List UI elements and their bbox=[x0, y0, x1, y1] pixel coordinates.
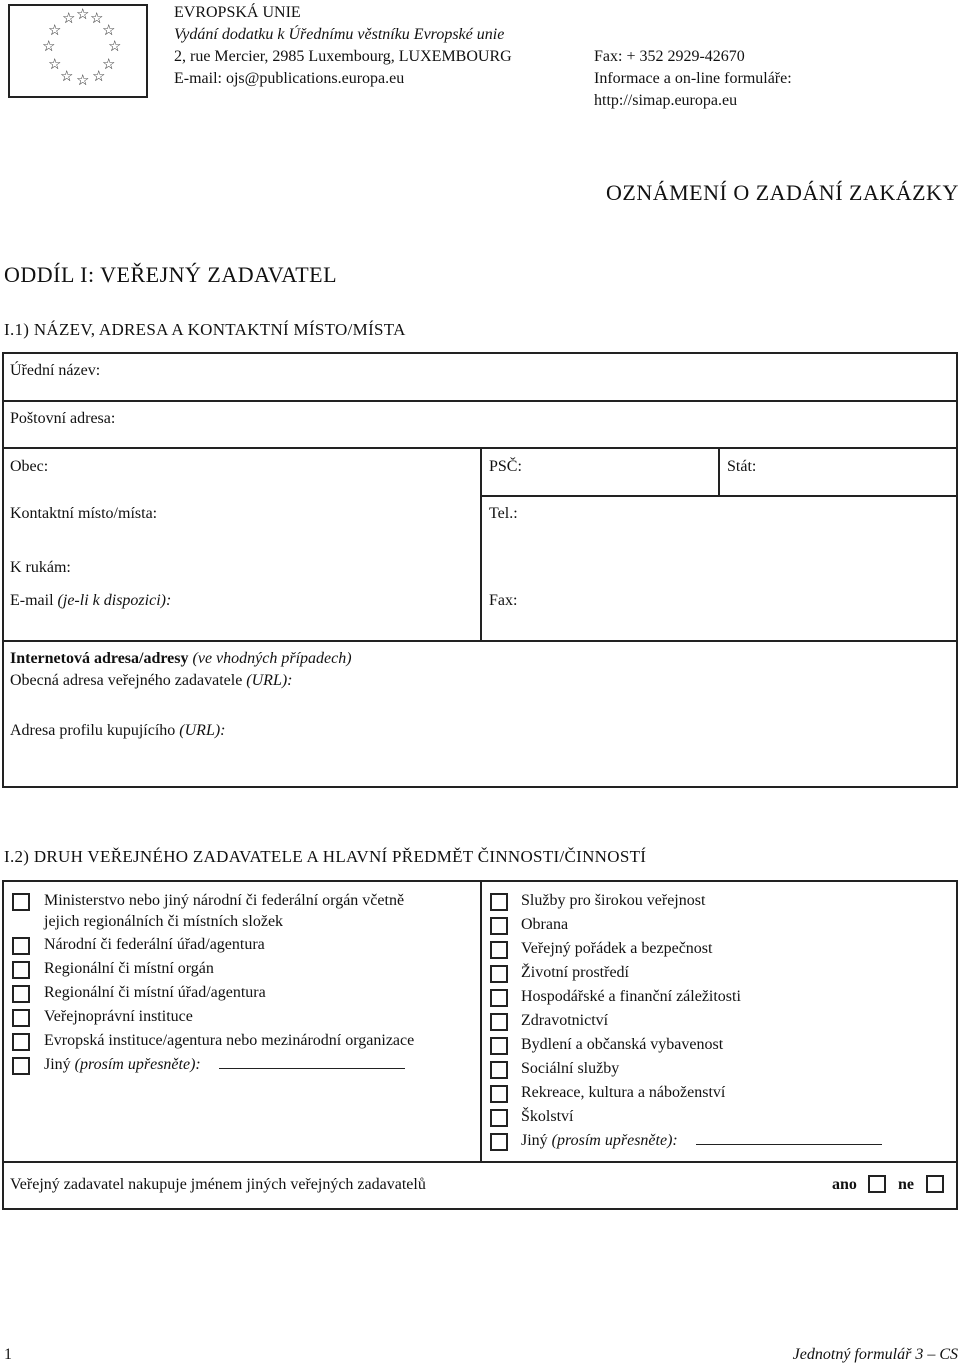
subsection-heading-activity: I.2) DRUH VEŘEJNÉHO ZADAVATELE A HLAVNÍ PŘEDMĚT ČINNOSTI/ČINNOSTÍ bbox=[4, 847, 647, 866]
page-number: 1 bbox=[4, 1346, 12, 1363]
general-address-label bbox=[10, 670, 293, 692]
option-other-right-text: Jiný bbox=[521, 1132, 548, 1149]
option-environment: Životní prostředí bbox=[521, 964, 629, 981]
header-url[interactable]: http://simap.europa.eu bbox=[594, 92, 738, 109]
star-icon: ☆ bbox=[102, 57, 116, 73]
general-address-note: (URL): bbox=[246, 672, 293, 689]
star-icon: ☆ bbox=[90, 11, 104, 27]
header-info: Informace a on-line formuláře: bbox=[594, 70, 792, 87]
option-other-left-note: (prosím upřesněte): bbox=[74, 1056, 201, 1073]
checkbox-national-agency[interactable] bbox=[12, 937, 30, 955]
yes-label: ano bbox=[832, 1176, 857, 1193]
header-org: EVROPSKÁ UNIE bbox=[174, 4, 301, 21]
option-eu-institution: Evropská instituce/agentura nebo mezinárodní organizace bbox=[44, 1032, 415, 1049]
star-icon: ☆ bbox=[48, 23, 62, 39]
divider bbox=[480, 495, 958, 497]
option-other-left bbox=[44, 1054, 405, 1076]
option-ministry-cont: jejich regionálních či místních složek bbox=[44, 913, 284, 930]
other-right-specify-field[interactable] bbox=[696, 1130, 882, 1145]
option-economic-affairs: Hospodářské a finanční záležitosti bbox=[521, 988, 741, 1005]
star-icon: ☆ bbox=[108, 39, 122, 55]
option-social-protection: Sociální služby bbox=[521, 1060, 620, 1077]
checkbox-eu-institution[interactable] bbox=[12, 1033, 30, 1051]
checkbox-other-right[interactable] bbox=[490, 1133, 508, 1151]
checkbox-education[interactable] bbox=[490, 1109, 508, 1127]
attention-label: K rukám: bbox=[10, 559, 71, 576]
divider bbox=[480, 880, 482, 1162]
checkbox-yes[interactable] bbox=[868, 1175, 886, 1193]
buyer-profile-text: Adresa profilu kupujícího bbox=[10, 722, 176, 739]
buyer-profile-note: (URL): bbox=[179, 722, 226, 739]
divider bbox=[480, 447, 482, 641]
option-ministry: Ministerstvo nebo jiný národní či federální orgán včetně bbox=[44, 892, 405, 909]
star-icon: ☆ bbox=[60, 69, 74, 85]
option-other-right-note: (prosím upřesněte): bbox=[551, 1132, 678, 1149]
option-other-left-text: Jiný bbox=[44, 1056, 71, 1073]
star-icon: ☆ bbox=[62, 11, 76, 27]
star-icon: ☆ bbox=[76, 73, 90, 89]
contact-point-label: Kontaktní místo/místa: bbox=[10, 505, 158, 522]
star-icon: ☆ bbox=[76, 7, 90, 23]
option-health: Zdravotnictví bbox=[521, 1012, 609, 1029]
header-fax: Fax: + 352 2929-42670 bbox=[594, 48, 745, 65]
checkbox-health[interactable] bbox=[490, 1013, 508, 1031]
option-general-services: Služby pro širokou veřejnost bbox=[521, 892, 706, 909]
checkbox-public-law-body[interactable] bbox=[12, 1009, 30, 1027]
behalf-question: Veřejný zadavatel nakupuje jménem jiných veřejných zadavatelů bbox=[10, 1176, 426, 1193]
other-left-specify-field[interactable] bbox=[219, 1054, 405, 1069]
email-label-text: E-mail bbox=[10, 592, 54, 609]
checkbox-ministry[interactable] bbox=[12, 893, 30, 911]
divider bbox=[2, 1161, 958, 1163]
checkbox-recreation[interactable] bbox=[490, 1085, 508, 1103]
official-name-label: Úřední název: bbox=[10, 362, 101, 379]
option-public-order: Veřejný pořádek a bezpečnost bbox=[521, 940, 713, 957]
eu-flag-logo bbox=[8, 4, 148, 98]
checkbox-environment[interactable] bbox=[490, 965, 508, 983]
checkbox-other-left[interactable] bbox=[12, 1057, 30, 1075]
checkbox-regional-authority[interactable] bbox=[12, 961, 30, 979]
option-public-law-body: Veřejnoprávní instituce bbox=[44, 1008, 193, 1025]
email-label bbox=[10, 590, 171, 612]
checkbox-economic-affairs[interactable] bbox=[490, 989, 508, 1007]
option-defence: Obrana bbox=[521, 916, 569, 933]
checkbox-public-order[interactable] bbox=[490, 941, 508, 959]
header-email: E-mail: ojs@publications.europa.eu bbox=[174, 70, 405, 87]
section-heading: ODDÍL I: VEŘEJNÝ ZADAVATEL bbox=[4, 262, 338, 287]
subsection-heading-name-address: I.1) NÁZEV, ADRESA A KONTAKTNÍ MÍSTO/MÍSTA bbox=[4, 320, 406, 339]
checkbox-housing[interactable] bbox=[490, 1037, 508, 1055]
option-regional-agency: Regionální či místní úřad/agentura bbox=[44, 984, 266, 1001]
town-label: Obec: bbox=[10, 458, 49, 475]
option-recreation: Rekreace, kultura a náboženství bbox=[521, 1084, 726, 1101]
checkbox-general-services[interactable] bbox=[490, 893, 508, 911]
email-label-note: (je-li k dispozici): bbox=[57, 592, 172, 609]
option-other-right bbox=[521, 1130, 882, 1152]
star-icon: ☆ bbox=[92, 69, 106, 85]
internet-address-bold: Internetová adresa/adresy bbox=[10, 650, 189, 667]
form-reference: Jednotný formulář 3 – CS bbox=[792, 1346, 958, 1363]
header-address: 2, rue Mercier, 2985 Luxembourg, LUXEMBOURG bbox=[174, 48, 512, 65]
option-housing: Bydlení a občanská vybavenost bbox=[521, 1036, 724, 1053]
internet-address-heading bbox=[10, 648, 352, 670]
no-label: ne bbox=[898, 1176, 914, 1193]
postal-code-label: PSČ: bbox=[489, 458, 522, 475]
buyer-profile-label bbox=[10, 720, 226, 742]
checkbox-social-protection[interactable] bbox=[490, 1061, 508, 1079]
star-icon: ☆ bbox=[102, 23, 116, 39]
tel-label: Tel.: bbox=[489, 505, 518, 522]
divider bbox=[718, 447, 720, 497]
postal-address-label: Poštovní adresa: bbox=[10, 410, 116, 427]
general-address-text: Obecná adresa veřejného zadavatele bbox=[10, 672, 243, 689]
star-icon: ☆ bbox=[48, 57, 62, 73]
checkbox-defence[interactable] bbox=[490, 917, 508, 935]
header-publisher: Vydání dodatku k Úřednímu věstníku Evropské unie bbox=[174, 26, 505, 43]
document-title: OZNÁMENÍ O ZADÁNÍ ZAKÁZKY bbox=[606, 180, 959, 205]
internet-address-note: (ve vhodných případech) bbox=[192, 650, 352, 667]
country-label: Stát: bbox=[727, 458, 757, 475]
checkbox-regional-agency[interactable] bbox=[12, 985, 30, 1003]
star-icon: ☆ bbox=[42, 39, 56, 55]
fax-label: Fax: bbox=[489, 592, 518, 609]
divider bbox=[2, 400, 958, 402]
checkbox-no[interactable] bbox=[926, 1175, 944, 1193]
option-regional-authority: Regionální či místní orgán bbox=[44, 960, 214, 977]
option-education: Školství bbox=[521, 1108, 574, 1125]
option-national-agency: Národní či federální úřad/agentura bbox=[44, 936, 265, 953]
